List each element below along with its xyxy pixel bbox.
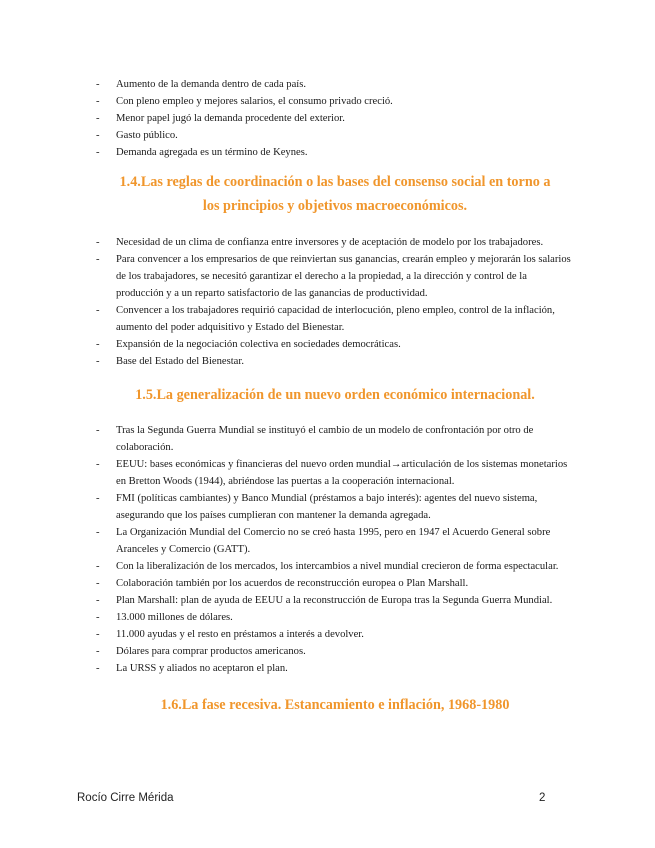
footer-author: Rocío Cirre Mérida [77,792,174,804]
section-1-4-list [96,234,574,370]
list-item: - 13.000 millones de dólares. [96,609,574,626]
list-item: - EEUU: bases económicas y financieras del nuevo orden mundial→articulación de los sistemas monetarios en Bretton Woods (1944), abriéndose las puertas a la cooperación internacional. [96,456,574,490]
section-1-5-list [96,422,574,677]
list-item: - Aumento de la demanda dentro de cada país. [96,76,574,93]
list-item: - Dólares para comprar productos americanos. [96,643,574,660]
list-item: - La URSS y aliados no aceptaron el plan. [96,660,574,677]
footer-page-number: 2 [539,792,546,804]
list-item: - Menor papel jugó la demanda procedente del exterior. [96,110,574,127]
page-content [96,76,574,717]
list-item: - Expansión de la negociación colectiva en sociedades democráticas. [96,336,574,353]
section-heading-1-5: 1.5.La generalización de un nuevo orden económico internacional. [135,387,535,403]
list-item: - Plan Marshall: plan de ayuda de EEUU a la reconstrucción de Europa tras la Segunda Guerra Mundial. [96,592,574,609]
list-item: - Base del Estado del Bienestar. [96,353,574,370]
list-item: - FMI (políticas cambiantes) y Banco Mundial (préstamos a bajo interés): agentes del nuevo sistema, asegurando que los países cumplieran con mantener la demanda agregada. [96,490,574,524]
list-item: - Gasto público. [96,127,574,144]
heading-line: 1.4.Las reglas de coordinación o las bases del consenso social en torno a [119,174,551,190]
section-heading-1-4 [96,170,574,218]
list-item: - Necesidad de un clima de confianza entre inversores y de aceptación de modelo por los trabajadores. [96,234,574,251]
list-item: - Para convencer a los empresarios de que reinviertan sus ganancias, crearán empleo y mejorarán los salarios de los trabajadores, se necesitó garantizar el derecho a la propiedad, a la dirección y control de la producción y a un reparto satisfactorio de las ganancias de productividad. [96,251,574,302]
section-heading-1-6: 1.6.La fase recesiva. Estancamiento e inflación, 1968-1980 [160,697,510,713]
list-item: - 11.000 ayudas y el resto en préstamos a interés a devolver. [96,626,574,643]
list-item: - Tras la Segunda Guerra Mundial se instituyó el cambio de un modelo de confrontación por otro de colaboración. [96,422,574,456]
heading-line: los principios y objetivos macroeconómicos. [202,198,468,214]
intro-list [96,76,574,161]
list-item: - Colaboración también por los acuerdos de reconstrucción europea o Plan Marshall. [96,575,574,592]
list-item: - Convencer a los trabajadores requirió capacidad de interlocución, pleno empleo, control de la inflación, aumento del poder adquisitivo y Estado del Bienestar. [96,302,574,336]
list-item: - La Organización Mundial del Comercio no se creó hasta 1995, pero en 1947 el Acuerdo General sobre Aranceles y Comercio (GATT). [96,524,574,558]
list-item: - Con la liberalización de los mercados, los intercambios a nivel mundial crecieron de forma espectacular. [96,558,574,575]
list-item: - Con pleno empleo y mejores salarios, el consumo privado creció. [96,93,574,110]
list-item: - Demanda agregada es un término de Keynes. [96,144,574,161]
